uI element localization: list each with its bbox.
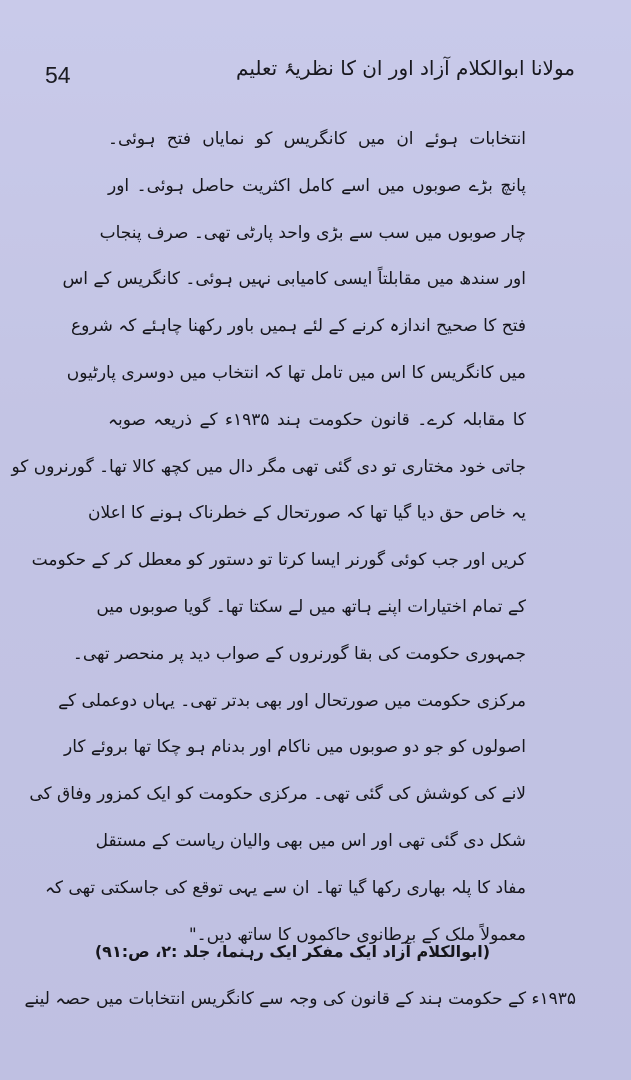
text-line: جاتی خود مختاری تو دی گئی تھی مگر دال میں کچھ کالا تھا۔ گورنروں کو [11,456,526,477]
text-line: چار صوبوں میں سب سے بڑی واحد پارٹی تھی۔ صرف پنجاب [99,222,526,243]
text-line: یہ خاص حق دیا گیا تھا کہ صورتحال کے خطرناک ہونے کا اعلان [87,503,526,524]
text-line: انتخابات ہوئے ان میں کانگریس کو نمایاں فتح ہوئی۔ [108,129,526,149]
text-line: اصولوں کو جو دو صوبوں میں ناکام اور بدنام ہو چکا تھا بروئے کار [64,737,526,758]
text-line: کا مقابلہ کرے۔ قانون حکومت ہند ۱۹۳۵ء کے ذریعہ صوبہ [108,409,527,430]
source-citation: (ابوالکلام آزاد ایک مفکر ایک رہنما، جلد :۲، ص:۹۱) [94,942,490,961]
text-line: شکل دی گئی تھی اور اس میں بھی والیان ریاست کے مستقل [95,830,526,851]
text-line: اور سندھ میں مقابلتاً ایسی کامیابی نہیں ہوئی۔ کانگریس کے اس [62,269,526,290]
text-line: پانچ بڑے صوبوں میں اسے کامل اکثریت حاصل ہوئی۔ اور [108,175,526,196]
text-line: مفاد کا پلہ بھاری رکھا گیا تھا۔ ان سے یہی توقع کی جاسکتی تھی کہ [44,877,526,898]
paragraph-line: ۱۹۳۵ء کے حکومت ہند کے قانون کی وجہ سے کانگریس انتخابات میں حصہ لینے [24,989,576,1009]
quoted-passage [11,116,527,958]
text-line: لانے کی کوشش کی گئی تھی۔ مرکزی حکومت کو ایک کمزور وفاق کی [29,784,526,805]
text-line: میں کانگریس کا اس میں تامل تھا کہ انتخاب میں دوسری پارٹیوں [66,362,526,383]
text-line: کریں اور جب کوئی گورنر ایسا کرتا تو دستور کو معطل کر کے حکومت [31,550,526,571]
text-line: فتح کا صحیح اندازہ کرنے کے لئے ہمیں باور رکھنا چاہئے کہ شروع [70,316,526,337]
text-line: کے تمام اختیارات اپنے ہاتھ میں لے سکتا تھا۔ گویا صوبوں میں [96,596,526,617]
page-number: 54 [45,62,71,88]
text-line: جمہوری حکومت کی بقا گورنروں کے صواب دید پر منحصر تھی۔ [72,643,526,664]
text-line: معمولاً ملک کے برطانوی حاکموں کا ساتھ دیں۔" [188,924,526,945]
text-line: مرکزی حکومت میں صورتحال اور بھی بدتر تھی۔ یہاں دوعملی کے [58,690,526,711]
running-head-title: مولانا ابوالکلام آزاد اور ان کا نظریۂ تعلیم [236,56,575,80]
